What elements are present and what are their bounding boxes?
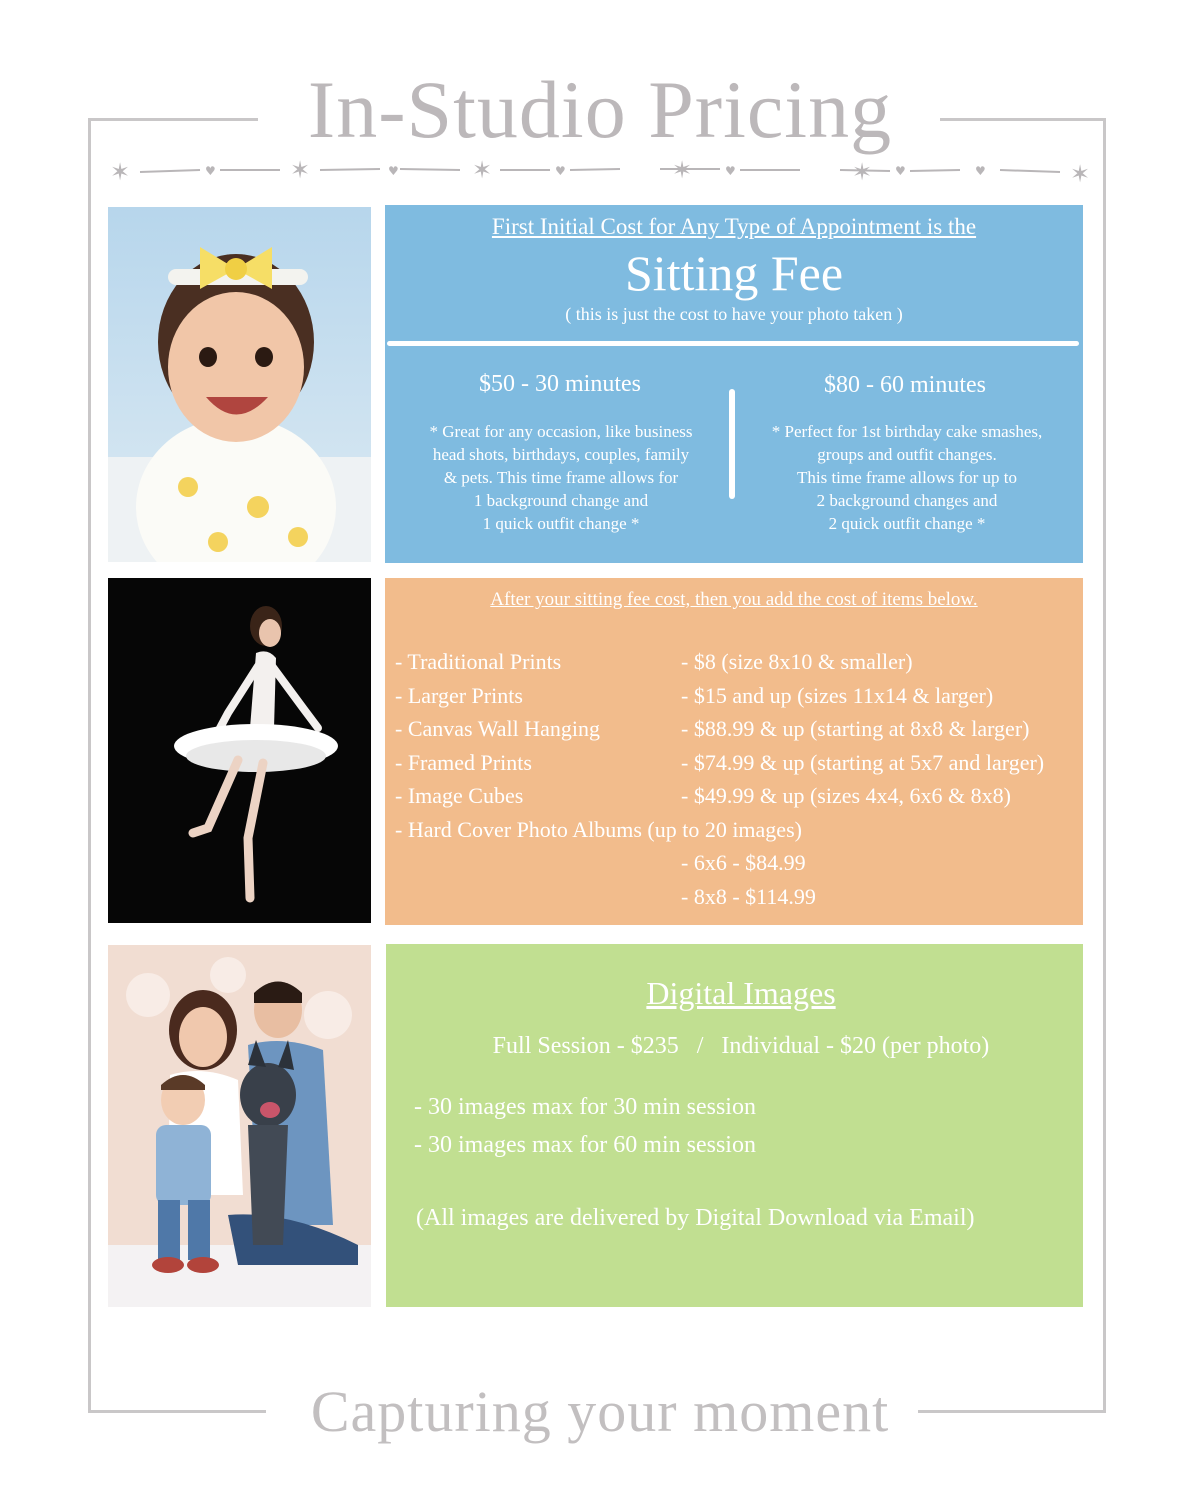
frame-bottom-right — [918, 1410, 1106, 1413]
frame-top-right — [940, 118, 1106, 121]
album-option: - 6x6 - $84.99 — [681, 850, 806, 875]
option-30-line: 1 background change and — [473, 491, 649, 510]
products-panel — [385, 578, 1083, 925]
product-name: - Canvas Wall Hanging — [395, 716, 600, 741]
product-name: - Framed Prints — [395, 749, 532, 775]
option-60-line: 2 background changes and — [816, 491, 998, 510]
option-divider — [729, 389, 735, 499]
frame-top-left — [88, 118, 258, 121]
frame-right — [1103, 118, 1106, 1412]
product-row — [395, 679, 1085, 713]
heart-icon: ♥ — [895, 164, 906, 178]
star-icon: ✶ — [852, 158, 873, 186]
album-line: - Hard Cover Photo Albums (up to 20 images) — [395, 816, 802, 842]
product-price: - $15 and up (sizes 11x14 & larger) — [681, 682, 994, 708]
star-icon: ✶ — [472, 156, 493, 184]
option-60-line: groups and outfit changes. — [817, 445, 997, 464]
sitting-subtitle: ( this is just the cost to have your photo taken ) — [565, 304, 903, 324]
star-icon: ✶ — [290, 156, 311, 184]
option-30-line: * Great for any occasion, like business — [429, 422, 693, 441]
product-price: - $8 (size 8x10 & smaller) — [681, 649, 913, 674]
heart-icon: ♥ — [205, 164, 216, 178]
option-30-details — [391, 420, 731, 535]
product-row — [395, 779, 1085, 813]
digital-note: (All images are delivered by Digital Download via Email) — [416, 1205, 975, 1231]
digital-limit: - 30 images max for 30 min session — [414, 1094, 756, 1120]
star-icon: ✶ — [1070, 160, 1091, 188]
sitting-intro: First Initial Cost for Any Type of Appointment is the — [491, 214, 977, 239]
option-30-line: head shots, birthdays, couples, family — [432, 445, 690, 464]
digital-title: Digital Images — [646, 975, 836, 1011]
option-60-price: $80 - 60 minutes — [824, 372, 986, 398]
option-30-price: $50 - 30 minutes — [479, 371, 641, 397]
product-list — [395, 645, 1085, 913]
digital-pricing: Full Session - $235 / Individual - $20 (per photo) — [492, 1033, 990, 1059]
frame-bottom-left — [88, 1410, 266, 1413]
album-option-row — [395, 880, 1085, 914]
page-footer-tagline: Capturing your moment — [310, 1379, 890, 1444]
heart-icon: ♥ — [555, 164, 566, 178]
baby-photo — [108, 207, 371, 562]
option-60-line: This time frame allows for up to — [796, 468, 1017, 487]
frame-left — [88, 118, 91, 1412]
product-name: - Larger Prints — [395, 682, 523, 708]
sitting-title: Sitting Fee — [624, 245, 844, 301]
digital-panel — [386, 944, 1083, 1307]
product-price: - $88.99 & up (starting at 8x8 & larger) — [681, 716, 1030, 741]
product-name: - Traditional Prints — [395, 649, 562, 674]
digital-limit: - 30 images max for 60 min session — [414, 1132, 756, 1158]
page-title: In-Studio Pricing — [307, 64, 893, 155]
heart-icon: ♥ — [725, 164, 736, 178]
star-icon: ✶ — [672, 156, 693, 184]
star-icon: ✶ — [110, 158, 131, 186]
album-option-row — [395, 846, 1085, 880]
heart-icon: ♥ — [975, 164, 986, 178]
heart-icon: ♥ — [388, 164, 399, 178]
product-row — [395, 645, 1085, 679]
products-intro: After your sitting fee cost, then you add the cost of items below. — [490, 589, 978, 610]
album-row — [395, 813, 1085, 847]
option-60-details — [737, 420, 1077, 535]
option-60-line: 2 quick outfit change * — [828, 514, 986, 533]
family-photo — [108, 945, 371, 1307]
section-divider — [387, 341, 1079, 346]
album-option: - 8x8 - $114.99 — [681, 883, 816, 909]
digital-limits — [414, 1088, 1074, 1164]
option-30-line: 1 quick outfit change * — [482, 514, 640, 533]
product-row — [395, 712, 1085, 746]
product-price: - $49.99 & up (sizes 4x4, 6x6 & 8x8) — [681, 783, 1011, 808]
option-60-line: * Perfect for 1st birthday cake smashes, — [771, 422, 1043, 441]
sitting-fee-panel — [385, 205, 1083, 563]
star-heart-divider — [100, 150, 1100, 190]
ballerina-photo — [108, 578, 371, 923]
product-price: - $74.99 & up (starting at 5x7 and larger) — [681, 749, 1045, 775]
product-name: - Image Cubes — [395, 783, 524, 808]
option-30-line: & pets. This time frame allows for — [443, 468, 679, 487]
product-row — [395, 746, 1085, 780]
